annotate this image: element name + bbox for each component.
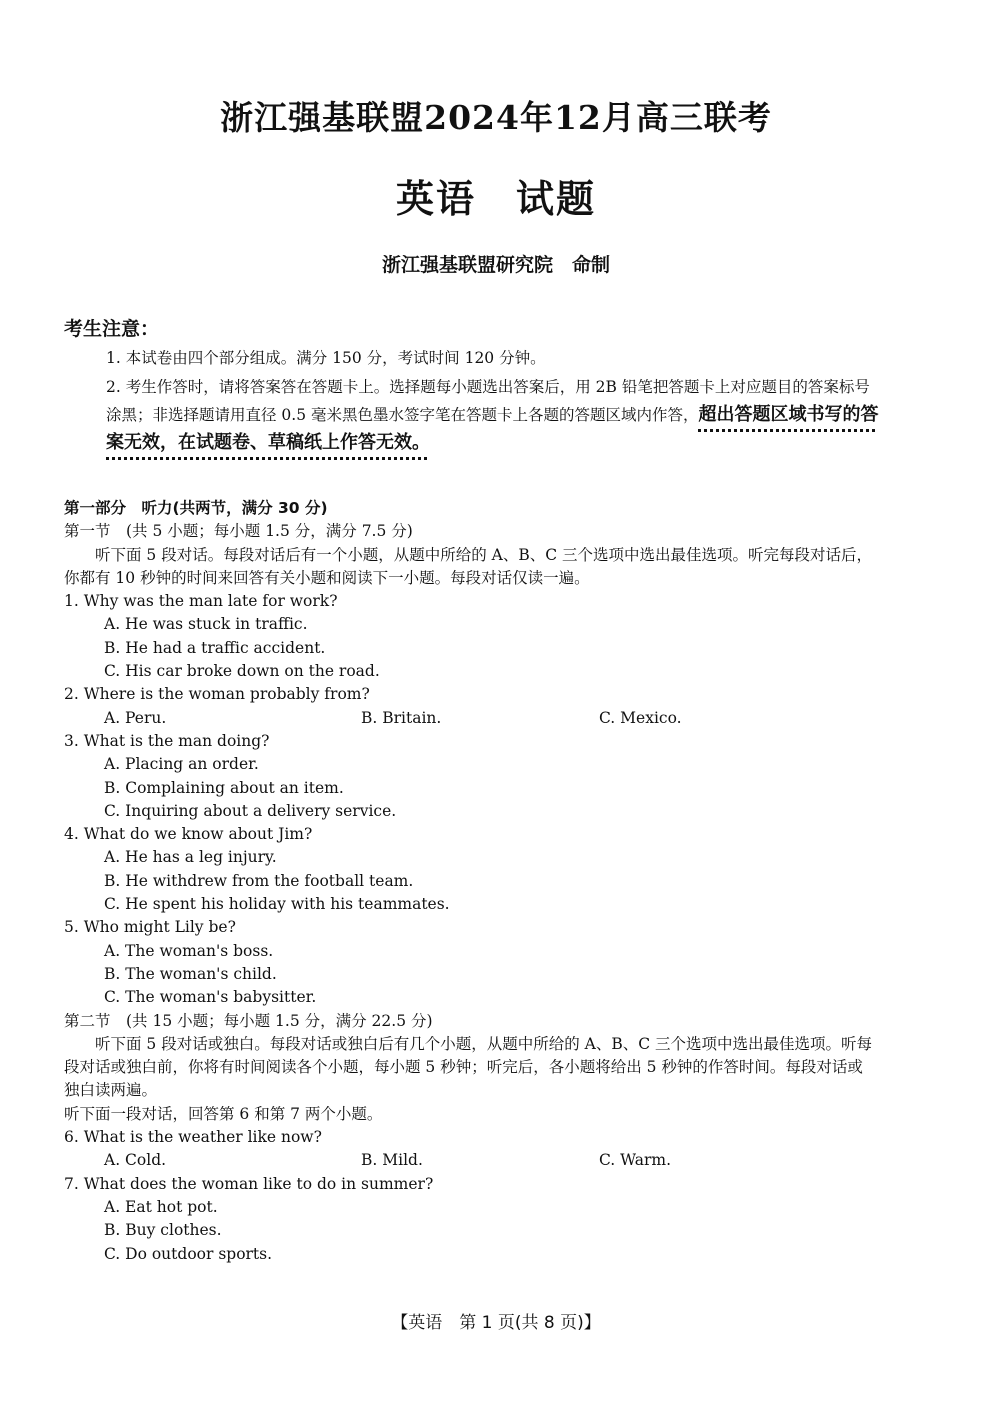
part1-heading: 第一部分 听力(共两节，满分 30 分) bbox=[64, 499, 328, 517]
section1-instructions: 听下面 5 段对话。每段对话后有一个小题，从题中所给的 A、B、C 三个选项中选出最佳选项。听完每段对话后，你都有 10 秒钟的时间来回答有关小题和阅读下一小题。每段对话仅读一遍。 bbox=[64, 545, 873, 587]
exam-title: 浙江强基联盟2024年12月高三联考 bbox=[220, 98, 772, 137]
question-1-option-b: B. He had a traffic accident. bbox=[104, 638, 326, 657]
question-2-option-c: C. Mexico. bbox=[599, 708, 682, 727]
question-5-stem: 5. Who might Lily be? bbox=[64, 918, 236, 937]
question-3-stem: 3. What is the man doing? bbox=[64, 731, 270, 750]
question-4-option-a: A. He has a leg injury. bbox=[104, 848, 277, 867]
question-2-option-a: A. Peru. bbox=[104, 708, 167, 727]
section2-lead: 听下面一段对话，回答第 6 和第 7 两个小题。 bbox=[64, 1104, 383, 1123]
question-7-option-b: B. Buy clothes. bbox=[104, 1221, 222, 1240]
question-4-stem: 4. What do we know about Jim? bbox=[64, 825, 313, 844]
section1-heading: 第一节 (共 5 小题；每小题 1.5 分，满分 7.5 分) bbox=[64, 522, 413, 541]
question-6-option-b: B. Mild. bbox=[361, 1151, 423, 1170]
question-7-stem: 7. What does the woman like to do in summer? bbox=[64, 1174, 434, 1193]
question-3-option-b: B. Complaining about an item. bbox=[104, 778, 344, 797]
question-6-option-c: C. Warm. bbox=[599, 1151, 672, 1170]
question-3-option-a: A. Placing an order. bbox=[104, 755, 259, 774]
question-2-stem: 2. Where is the woman probably from? bbox=[64, 685, 370, 704]
subject-title: 英语 试题 bbox=[395, 176, 596, 221]
question-7-option-c: C. Do outdoor sports. bbox=[104, 1244, 273, 1263]
question-1-stem: 1. Why was the man late for work? bbox=[64, 592, 338, 611]
question-4-option-b: B. He withdrew from the football team. bbox=[104, 871, 414, 890]
question-5-option-b: B. The woman's child. bbox=[104, 964, 277, 983]
question-1-option-c: C. His car broke down on the road. bbox=[104, 662, 380, 681]
notice-heading: 考生注意： bbox=[64, 318, 160, 340]
section2-heading: 第二节 (共 15 小题；每小题 1.5 分，满分 22.5 分) bbox=[64, 1011, 433, 1030]
question-6-options bbox=[64, 1149, 874, 1172]
question-4-option-c: C. He spent his holiday with his teammates. bbox=[104, 895, 450, 914]
question-5-option-c: C. The woman's babysitter. bbox=[104, 988, 317, 1007]
question-7-option-a: A. Eat hot pot. bbox=[104, 1197, 218, 1216]
page-footer: 【英语 第 1 页(共 8 页)】 bbox=[391, 1313, 601, 1333]
question-1-option-a: A. He was stuck in traffic. bbox=[104, 615, 308, 634]
notice-emphasis: 超出答题区域书写的答案无效，在试题卷、草稿纸上作答无效。 bbox=[106, 404, 879, 453]
question-2-options bbox=[64, 707, 874, 730]
question-3-option-c: C. Inquiring about a delivery service. bbox=[104, 801, 397, 820]
question-2-option-b: B. Britain. bbox=[361, 708, 442, 727]
notice-item-1: 1. 本试卷由四个部分组成。满分 150 分，考试时间 120 分钟。 bbox=[106, 349, 546, 367]
notice-item-2-text: 2. 考生作答时，请将答案答在答题卡上。选择题每小题选出答案后，用 2B 铅笔把答题卡上对应题目的答案标号涂黑；非选择题请用直径 0.5 毫米黑色墨水签字笔在答题卡上各题的答题区域内作答， bbox=[106, 378, 870, 424]
author-line: 浙江强基联盟研究院 命制 bbox=[381, 254, 610, 276]
question-6-stem: 6. What is the weather like now? bbox=[64, 1128, 322, 1147]
section2-instructions: 听下面 5 段对话或独白。每段对话或独白后有几个小题，从题中所给的 A、B、C 三个选项中选出最佳选项。听每段对话或独白前，你将有时间阅读各个小题，每小题 5 秒钟；听完后，各小题将给出 5 秒钟的作答时间。每段对话或独白读两遍。 bbox=[64, 1034, 873, 1100]
question-5-option-a: A. The woman's boss. bbox=[104, 941, 274, 960]
notice-item-2 bbox=[106, 373, 881, 457]
listening-part bbox=[64, 497, 874, 1266]
question-6-option-a: A. Cold. bbox=[104, 1151, 167, 1170]
